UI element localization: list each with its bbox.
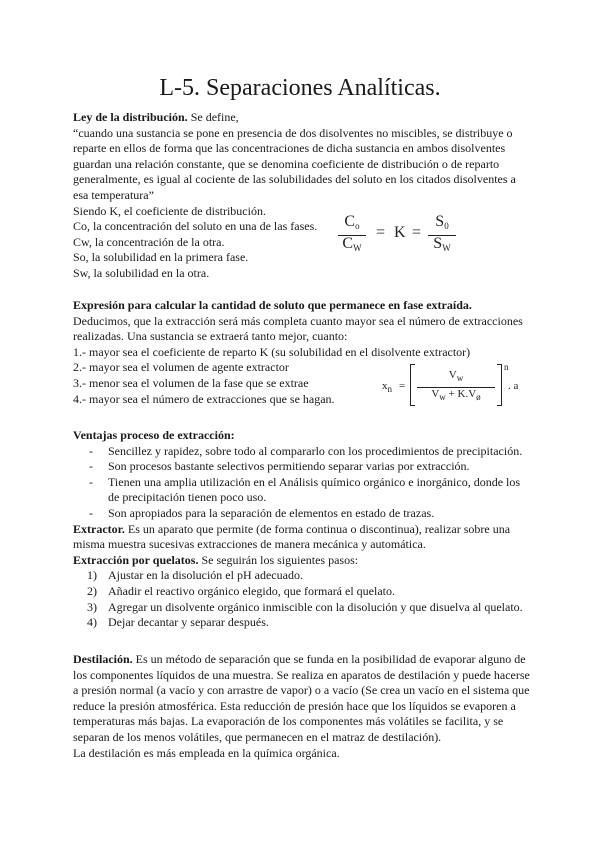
destilacion-paragraph <box>73 652 533 746</box>
page-title: L-5. Separaciones Analíticas. <box>159 75 441 101</box>
formula-dot: . <box>465 388 469 400</box>
destilacion-heading: Destilación. <box>73 652 133 666</box>
ley-line: Sw, la solubilidad en la otra. <box>73 265 210 280</box>
formula-c-sub: W <box>353 242 362 253</box>
ventajas-list <box>73 444 533 522</box>
extraction-formula <box>382 362 532 412</box>
ley-line: Siendo K, el coeficiente de distribución. <box>73 203 266 218</box>
ventajas-heading <box>73 428 533 444</box>
expresion-item: 2.- mayor sea el volumen de agente extractor <box>73 360 289 375</box>
quelatos-heading: Extracción por quelatos. <box>73 552 199 567</box>
expresion-item: 3.- menor sea el volumen de la fase que se extrae <box>73 375 309 390</box>
formula-v-sub: w <box>439 392 446 402</box>
quelatos-item-text: Dejar decantar y separar después. <box>108 615 269 630</box>
formula-v: V <box>431 388 440 400</box>
list-item <box>73 568 533 584</box>
extractor-heading: Extractor. <box>73 521 125 536</box>
dash-mark: - <box>89 443 93 458</box>
formula-equals: = <box>412 224 422 241</box>
number-mark: 2) <box>87 583 97 598</box>
ventajas-item-text: Sencillez y rapidez, sobre todo al compararlo con los procedimientos de precipitación. <box>108 443 523 458</box>
dash-mark: - <box>89 459 93 474</box>
expresion-item: 1.- mayor sea el coeficiente de reparto K (su solubilidad en el disolvente extractor) <box>73 344 471 359</box>
list-item <box>73 506 533 522</box>
quelatos-item-text: Agregar un disolvente orgánico inmiscible con la disolución y que disuelva al quelato. <box>108 599 523 614</box>
dash-mark: - <box>89 505 93 520</box>
destilacion-last: La destilación es más empleada en la química orgánica. <box>73 745 340 760</box>
formula-s: S <box>435 213 445 230</box>
formula-tail: . a <box>508 380 519 392</box>
list-item <box>73 615 533 631</box>
formula-exponent: n <box>504 362 509 372</box>
expresion-heading <box>73 298 533 314</box>
formula-plus: + <box>448 388 455 400</box>
formula-s-sub: W <box>442 242 451 253</box>
destilacion-text: Es un método de separación que se funda en la posibilidad de evaporar alguno de los componentes líquidos de una muestra. Se realiza en aparatos de destilación y puede hacerse a presión normal (a vacío y con arrastre de vapor) o a vacío (Se crea un vacío en el sistema que reduce la presión atmosférica. Esta reducción de presión hace que los líquidos se evaporen a temperaturas más bajas. La evaporación de los componentes más volátiles se facilita, y se separan de los menos volátiles, que permanecen en el matraz de destilación). <box>73 652 530 744</box>
ley-quote: “cuando una sustancia se pone en presencia de dos disolventes no miscibles, se distribuye o reparte en ellos de forma que las concentraciones de dicha sustancia en ambos disolventes guardan una relación constante, que se denomina coeficiente de distribución o de reparto generalmente, es igual al cociente de las solubilidades del soluto en los citados disolventes a esa temperatura” <box>73 125 516 202</box>
ley-heading: Ley de la distribución. <box>73 110 188 124</box>
formula-x-sub: n <box>387 384 392 394</box>
ventajas-item-text: Tienen una amplia utilización en el Análisis químico orgánico e inorgánico, donde los de precipitación tienen poco uso. <box>108 474 521 505</box>
list-item <box>73 475 533 506</box>
dash-mark: - <box>89 474 93 489</box>
distribution-formula <box>338 214 478 264</box>
ventajas-heading-text: Ventajas proceso de extracción: <box>73 428 235 442</box>
number-mark: 3) <box>87 599 97 614</box>
formula-s-sub: 0 <box>444 221 449 231</box>
number-mark: 1) <box>87 568 97 583</box>
ley-line: So, la solubilidad en la primera fase. <box>73 250 249 265</box>
quelatos-list <box>73 568 533 630</box>
formula-k: K <box>394 224 406 241</box>
formula-c: C <box>342 234 354 252</box>
expresion-heading-text: Expresión para calcular la cantidad de soluto que permanece en fase extraída. <box>73 298 472 312</box>
formula-c: C <box>344 213 356 230</box>
number-mark: 4) <box>87 615 97 630</box>
quelatos-paragraph <box>73 553 533 569</box>
extractor-text: Es un aparato que permite (de forma continua o discontinua), realizar sobre una misma muestra sucesivas extracciones de manera mecánica y automática. <box>73 521 511 552</box>
section-ventajas <box>73 428 533 631</box>
quelatos-item-text: Ajustar en la disolución el pH adecuado. <box>108 568 303 583</box>
formula-equals: = <box>376 224 386 241</box>
expresion-text: Deducimos, que la extracción será más completa cuanto mayor sea el número de extracciones realizadas. Una sustancia se extraerá tanto mejor, cuanto: <box>73 313 523 344</box>
formula-brackets <box>410 364 502 406</box>
list-item <box>73 444 533 460</box>
ley-line: Cw, la concentración de la otra. <box>73 234 225 249</box>
list-item <box>73 459 533 475</box>
formula-c-sub: o <box>355 221 360 231</box>
formula-equals: = <box>399 380 406 392</box>
formula-k: K <box>457 388 466 400</box>
ley-intro: Se define, <box>187 110 239 124</box>
formula-x: x <box>382 380 388 392</box>
quelatos-item-text: Añadir el reactivo orgánico elegido, que formará el quelato. <box>108 583 395 598</box>
ventajas-item-text: Son apropiados para la separación de elementos en estado de trazas. <box>108 505 435 520</box>
formula-v: V <box>448 369 457 381</box>
quelatos-intro: Se seguirán los siguientes pasos: <box>198 552 359 567</box>
expresion-item: 4.- mayor sea el número de extracciones que se hagan. <box>73 391 335 406</box>
formula-v-sub: w <box>456 373 464 383</box>
list-item <box>73 600 533 616</box>
ley-line: Co, la concentración del soluto en una de las fases. <box>73 219 318 234</box>
ley-paragraph <box>73 110 533 126</box>
formula-s: S <box>433 234 443 252</box>
formula-v: V <box>468 388 477 400</box>
ventajas-item-text: Son procesos bastante selectivos permitiendo separar varias por extracción. <box>108 459 470 474</box>
formula-v-sub: ø <box>476 392 481 402</box>
section-destilacion <box>73 652 533 761</box>
extractor-paragraph <box>73 522 533 553</box>
list-item <box>73 584 533 600</box>
